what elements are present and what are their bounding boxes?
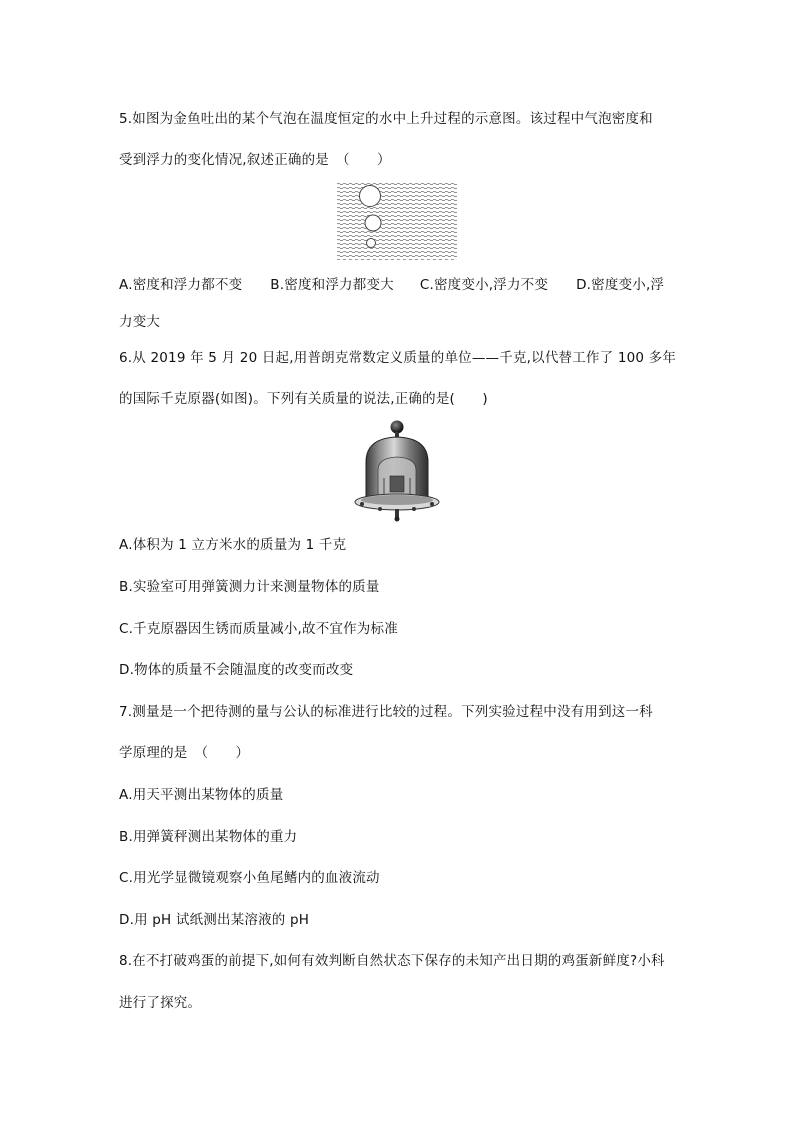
- q5-option-d: D.密度变小,浮: [576, 277, 665, 293]
- q6-stem-line-1: 6.从 2019 年 5 月 20 日起,用普朗克常数定义质量的单位——千克,以代替工作了 100 多年: [119, 350, 677, 366]
- bubble-figure: [337, 182, 457, 260]
- q8-stem-line-2: 进行了探究。: [119, 995, 202, 1011]
- small-bubble: [367, 239, 376, 248]
- q7-stem-line-2: 学原理的是 （ ）: [119, 745, 250, 761]
- q7-stem-line-1: 7.测量是一个把待测的量与公认的标准进行比较的过程。下列实验过程中没有用到这一科: [119, 704, 653, 720]
- q7-option-c: C.用光学显微镜观察小鱼尾鳍内的血液流动: [119, 870, 380, 886]
- q5-option-b: B.密度和浮力都变大: [270, 277, 394, 293]
- q6-option-d: D.物体的质量不会随温度的改变而改变: [119, 662, 354, 678]
- kilogram-prototype-figure: [350, 418, 444, 522]
- q5-stem-line-2: 受到浮力的变化情况,叙述正确的是 （ ）: [119, 152, 391, 168]
- medium-bubble: [365, 215, 381, 231]
- q5-option-c: C.密度变小,浮力不变: [419, 277, 549, 293]
- q5-option-d-continued: 力变大: [119, 314, 161, 330]
- q5-option-a: A.密度和浮力都不变: [119, 277, 243, 293]
- water-region: [337, 182, 457, 260]
- q7-option-b: B.用弹簧秤测出某物体的重力: [119, 829, 298, 845]
- q8-stem-line-1: 8.在不打破鸡蛋的前提下,如何有效判断自然状态下保存的未知产出日期的鸡蛋新鲜度?小科: [119, 953, 665, 969]
- q6-stem-line-2: 的国际千克原器(如图)。下列有关质量的说法,正确的是( ): [119, 391, 488, 407]
- large-bubble: [360, 186, 381, 207]
- q7-option-d: D.用 pH 试纸测出某溶液的 pH: [119, 912, 310, 928]
- q5-stem-line-1: 5.如图为金鱼吐出的某个气泡在温度恒定的水中上升过程的示意图。该过程中气泡密度和: [119, 111, 653, 127]
- q6-option-a: A.体积为 1 立方米水的质量为 1 千克: [119, 537, 347, 553]
- q5-options-row: [119, 276, 664, 294]
- q7-option-a: A.用天平测出某物体的质量: [119, 787, 284, 803]
- q6-option-b: B.实验室可用弹簧测力计来测量物体的质量: [119, 579, 380, 595]
- q6-option-c: C.千克原器因生锈而质量减小,故不宜作为标准: [119, 621, 398, 637]
